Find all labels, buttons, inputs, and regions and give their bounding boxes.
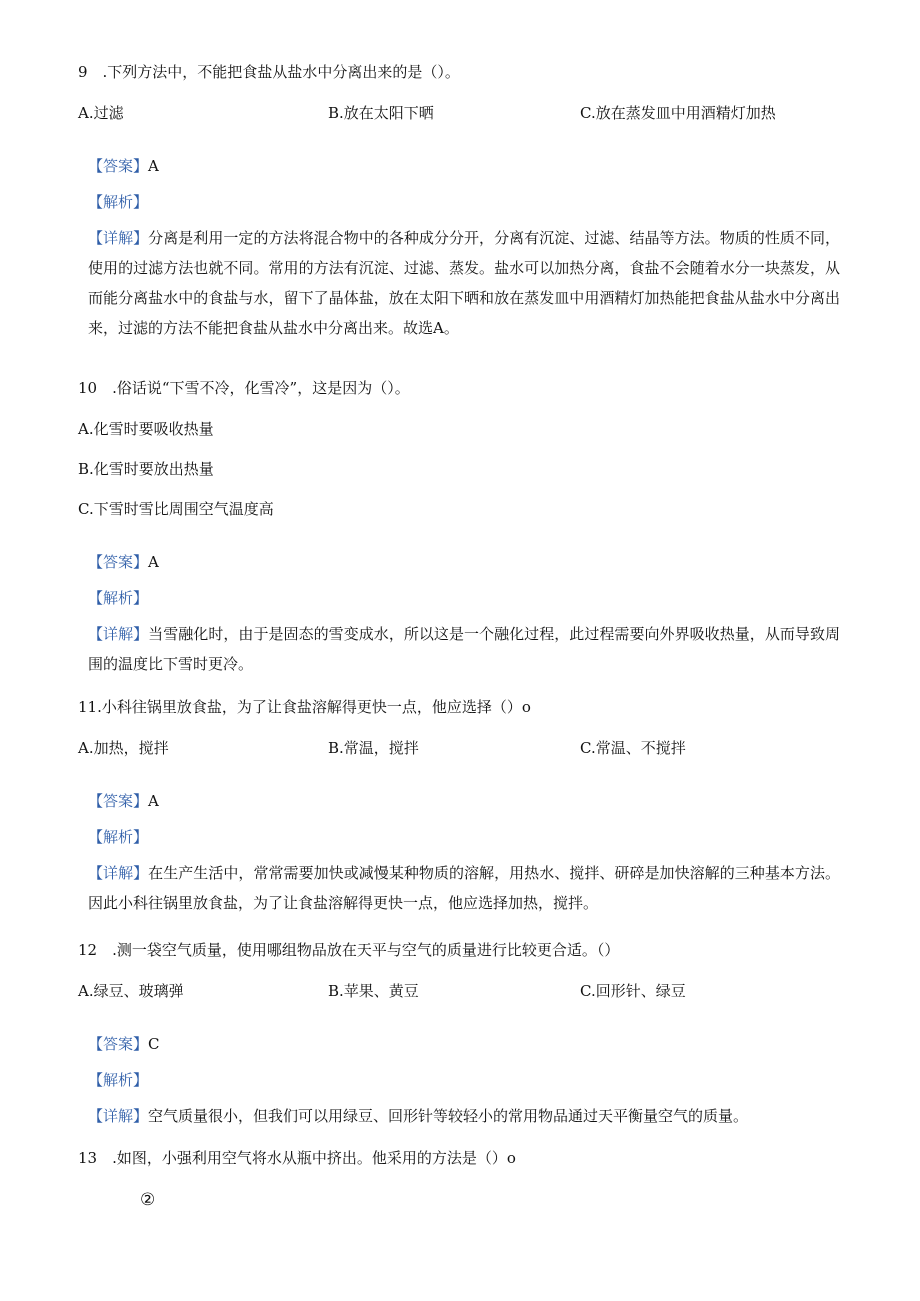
detail-label: 【详解】	[88, 229, 149, 247]
q12-option-b: B.苹果、黄豆	[328, 982, 419, 1000]
q11-option-c: C.常温、不搅拌	[580, 739, 686, 757]
q11-stem: 11.小科往锅里放食盐，为了让食盐溶解得更快一点，他应选择（）o	[78, 698, 531, 716]
q9-option-c: C.放在蒸发皿中用酒精灯加热	[580, 104, 776, 122]
q9-answer	[88, 156, 159, 176]
q11-answer	[88, 791, 159, 811]
q9-analysis	[88, 192, 148, 212]
analysis-label: 【解析】	[88, 828, 149, 846]
analysis-label: 【解析】	[88, 1071, 149, 1089]
answer-label: 【答案】	[88, 1035, 149, 1053]
detail-label: 【详解】	[88, 625, 149, 643]
q12-detail	[88, 1101, 840, 1131]
q13-figure-mark: ②	[140, 1190, 156, 1210]
q10-detail	[88, 619, 840, 679]
q10-analysis	[88, 588, 148, 608]
q9-stem: 9 .下列方法中，不能把食盐从盐水中分离出来的是（）。	[78, 63, 460, 81]
answer-value: A	[148, 553, 159, 571]
detail-text: 空气质量很小，但我们可以用绿豆、回形针等较轻小的常用物品通过天平衡量空气的质量。	[148, 1107, 749, 1125]
answer-label: 【答案】	[88, 553, 149, 571]
q11-option-b: B.常温，搅拌	[328, 739, 419, 757]
q12-option-c: C.回形针、绿豆	[580, 982, 686, 1000]
answer-value: A	[148, 157, 159, 175]
detail-label: 【详解】	[88, 1107, 149, 1125]
detail-text: 分离是利用一定的方法将混合物中的各种成分分开，分离有沉淀、过滤、结晶等方法。物质的性质不同，使用的过滤方法也就不同。常用的方法有沉淀、过滤、蒸发。盐水可以加热分离，食盐不会随着水分一块蒸发，从而能分离盐水中的食盐与水，留下了晶体盐，放在太阳下晒和放在蒸发皿中用酒精灯加热能把食盐从盐水中分离出来，过滤的方法不能把食盐从盐水中分离出来。故选A。	[88, 229, 840, 337]
q9-option-b: B.放在太阳下晒	[328, 104, 434, 122]
detail-label: 【详解】	[88, 864, 149, 882]
q9-detail	[88, 223, 840, 343]
q12-analysis	[88, 1070, 148, 1090]
q12-option-a: A.绿豆、玻璃弹	[78, 982, 184, 1000]
analysis-label: 【解析】	[88, 193, 149, 211]
answer-label: 【答案】	[88, 157, 149, 175]
q12-stem: 12 .测一袋空气质量，使用哪组物品放在天平与空气的质量进行比较更合适。（）	[78, 941, 620, 959]
q11-option-a: A.加热，搅拌	[78, 739, 169, 757]
q10-answer	[88, 552, 159, 572]
q10-option-b: B.化雪时要放出热量	[78, 460, 214, 478]
q13-stem: 13 .如图，小强利用空气将水从瓶中挤出。他采用的方法是（）o	[78, 1149, 516, 1167]
detail-text: 当雪融化时，由于是固态的雪变成水，所以这是一个融化过程，此过程需要向外界吸收热量，从而导致周围的温度比下雪时更冷。	[88, 625, 840, 673]
analysis-label: 【解析】	[88, 589, 149, 607]
answer-value: A	[148, 792, 159, 810]
answer-label: 【答案】	[88, 792, 149, 810]
q11-analysis	[88, 827, 148, 847]
q10-option-a: A.化雪时要吸收热量	[78, 420, 214, 438]
q9-option-a: A.过滤	[78, 104, 124, 122]
q11-detail	[88, 858, 840, 918]
q12-answer	[88, 1034, 160, 1054]
detail-text: 在生产生活中，常常需要加快或减慢某种物质的溶解，用热水、搅拌、研碎是加快溶解的三种基本方法。因此小科往锅里放食盐，为了让食盐溶解得更快一点，他应选择加热，搅拌。	[88, 864, 840, 912]
answer-value: C	[148, 1035, 160, 1053]
q10-option-c: C.下雪时雪比周围空气温度高	[78, 500, 274, 518]
q10-stem: 10 .俗话说“下雪不冷，化雪冷”，这是因为（）。	[78, 379, 410, 397]
